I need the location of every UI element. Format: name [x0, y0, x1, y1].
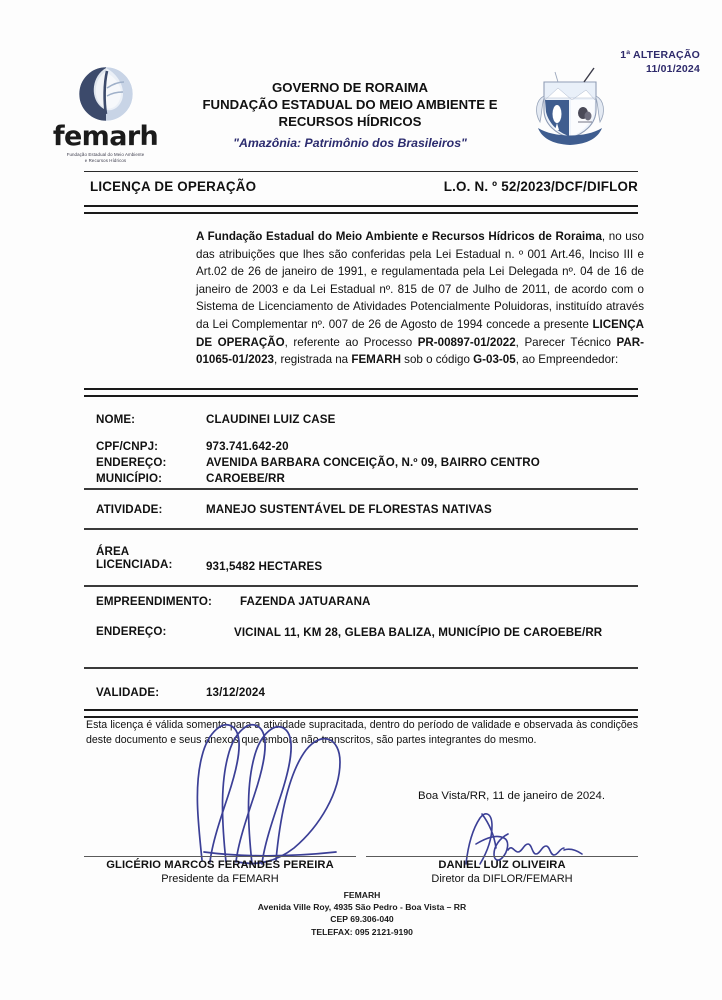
preamble-text-2: , referente ao Processo — [284, 335, 418, 349]
field-cpf-label: CPF/CNPJ: — [96, 440, 159, 453]
divider-below-holder-block — [84, 488, 638, 490]
validity-note: Esta licença é válida somente para a atividade supracitada, dentro do período de validade e observada às condições deste documento e seus anexos que embora não transcritos, são partes integrantes do mesmo. — [86, 719, 638, 747]
preamble-femarh: FEMARH — [351, 353, 401, 367]
preamble-text-4: , registrada na — [274, 353, 352, 367]
signature-line-director — [366, 856, 638, 857]
field-area-licenciada — [96, 545, 638, 573]
field-atividade-label: ATIVIDADE: — [96, 503, 163, 516]
org-title-line-1: GOVERNO DE RORAIMA — [271, 80, 429, 95]
footer-telefax: TELEFAX: 095 2121-9190 — [311, 926, 413, 937]
footer-org: FEMARH — [343, 890, 381, 900]
license-number: L.O. N. º 52/2023/DCF/DIFLOR — [443, 179, 638, 194]
alteracao-line-2: 11/01/2024 — [646, 63, 700, 76]
preamble-license-type: LICENÇA DE OPERAÇÃO — [196, 318, 644, 349]
license-title-row — [90, 179, 638, 194]
roraima-coat-of-arms-icon — [528, 66, 612, 152]
page-title — [150, 80, 550, 131]
field-atividade — [96, 503, 638, 516]
field-area-label-line-1: ÁREA — [96, 545, 130, 558]
field-municipio-label: MUNICÍPIO: — [96, 472, 163, 485]
leaf-circle-icon — [78, 66, 134, 122]
divider-below-empreendimento — [84, 667, 638, 669]
divider-below-atividade — [84, 528, 638, 530]
field-endereco-empreendimento-value: VICINAL 11, KM 28, GLEBA BALIZA, MUNICÍPIO DE CAROEBE/RR — [234, 626, 603, 639]
field-empreendimento-value: FAZENDA JATUARANA — [240, 595, 371, 608]
divider-above-note — [84, 709, 638, 718]
field-endereco-empreendimento-label: ENDEREÇO: — [96, 625, 167, 638]
preamble-foundation-name: A Fundação Estadual do Meio Ambiente e Recursos Hídricos de Roraima — [196, 230, 602, 243]
field-area-licenciada-label — [96, 545, 206, 573]
preamble-code: G-03-05 — [473, 353, 516, 367]
field-atividade-value: MANEJO SUSTENTÁVEL DE FLORESTAS NATIVAS — [206, 503, 492, 516]
field-municipio-value: CAROEBE/RR — [206, 472, 285, 485]
field-validade — [96, 686, 638, 699]
field-endereco-titular-value: AVENIDA BARBARA CONCEIÇÃO, N.º 09, BAIRRO CENTRO — [206, 456, 540, 469]
field-empreendimento — [96, 595, 638, 608]
field-nome — [96, 413, 638, 426]
preamble-text-3: , Parecer Técnico — [515, 335, 617, 349]
divider-below-license-title — [84, 205, 638, 214]
preamble-text-1: , no uso das atribuições que lhes são conferidas pela Lei Estadual n. º 001 Art.46, Inciso III e Art.02 de 26 de janeiro de 1991, e regulamentada pela Lei Delegada nº. 04 de 16 de janeiro de 2003 e da Lei Estadual nº. 815 de 07 de Julho de 2011, de acordo com o Sistema de Licenciamento de Atividades Potencialmente Poluidoras, instituído através da Lei Complementar nº. 007 de 26 de Agosto de 1994 concede a presente — [196, 230, 644, 332]
field-validade-value: 13/12/2024 — [206, 686, 266, 699]
logo-wordmark: femarh — [52, 121, 159, 152]
logo-subtitle-line-2: e Recursos Hídricos — [84, 158, 127, 164]
preamble-text-6: , ao Empreendedor: — [515, 353, 619, 367]
field-endereco-titular-label: ENDEREÇO: — [96, 456, 167, 469]
divider-above-license-title — [84, 171, 638, 172]
divider-above-holder-block — [84, 388, 638, 397]
field-validade-label: VALIDADE: — [96, 686, 160, 699]
signature-line-president — [84, 856, 356, 857]
preamble-technical-opinion: PAR-01065-01/2023 — [196, 335, 644, 367]
field-cpf — [96, 440, 638, 453]
footer-cep: CEP 69.306-040 — [330, 914, 394, 925]
preamble-process-number: PR-00897-01/2022 — [417, 335, 516, 349]
field-nome-label: NOME: — [96, 413, 136, 426]
org-title-line-2: FUNDAÇÃO ESTADUAL DO MEIO AMBIENTE E — [202, 96, 498, 112]
logo-subtitle-line-1: Fundação Estadual do Meio Ambiente — [66, 152, 145, 157]
footer-address: Avenida Ville Roy, 4935 São Pedro - Boa Vista – RR — [257, 902, 467, 913]
signatory-name-president: GLICÉRIO MARCOS FERANDES PEREIRA — [106, 859, 334, 871]
field-endereco-titular — [96, 456, 638, 469]
license-type-label: LICENÇA DE OPERAÇÃO — [90, 179, 257, 194]
field-cpf-value: 973.741.642-20 — [206, 440, 289, 453]
org-title-line-3: RECURSOS HÍDRICOS — [278, 113, 422, 129]
signatory-role-director: Diretor da DIFLOR/FEMARH — [431, 873, 573, 885]
field-endereco-empreendimento — [96, 625, 638, 642]
logo-subtitle — [38, 152, 173, 165]
field-area-label-line-2: LICENCIADA: — [96, 558, 173, 571]
field-nome-value: CLAUDINEI LUIZ CASE — [206, 413, 336, 426]
field-municipio — [96, 472, 638, 485]
preamble-text-5: sob o código — [400, 353, 474, 367]
place-and-date: Boa Vista/RR, 11 de janeiro de 2024. — [418, 790, 606, 802]
field-area-licenciada-value: 931,5482 HECTARES — [206, 560, 323, 573]
document-header — [0, 62, 722, 162]
alteracao-line-1: 1ª ALTERAÇÃO — [620, 49, 700, 61]
field-empreendimento-label: EMPREENDIMENTO: — [96, 595, 212, 608]
preamble-paragraph — [196, 228, 644, 369]
org-motto: "Amazônia: Patrimônio dos Brasileiros" — [233, 136, 467, 150]
signatory-role-president: Presidente da FEMARH — [161, 873, 279, 885]
signatory-name-director: DANIEL LUIZ OLIVEIRA — [438, 859, 566, 871]
document-footer — [86, 889, 638, 938]
divider-below-area — [84, 585, 638, 587]
